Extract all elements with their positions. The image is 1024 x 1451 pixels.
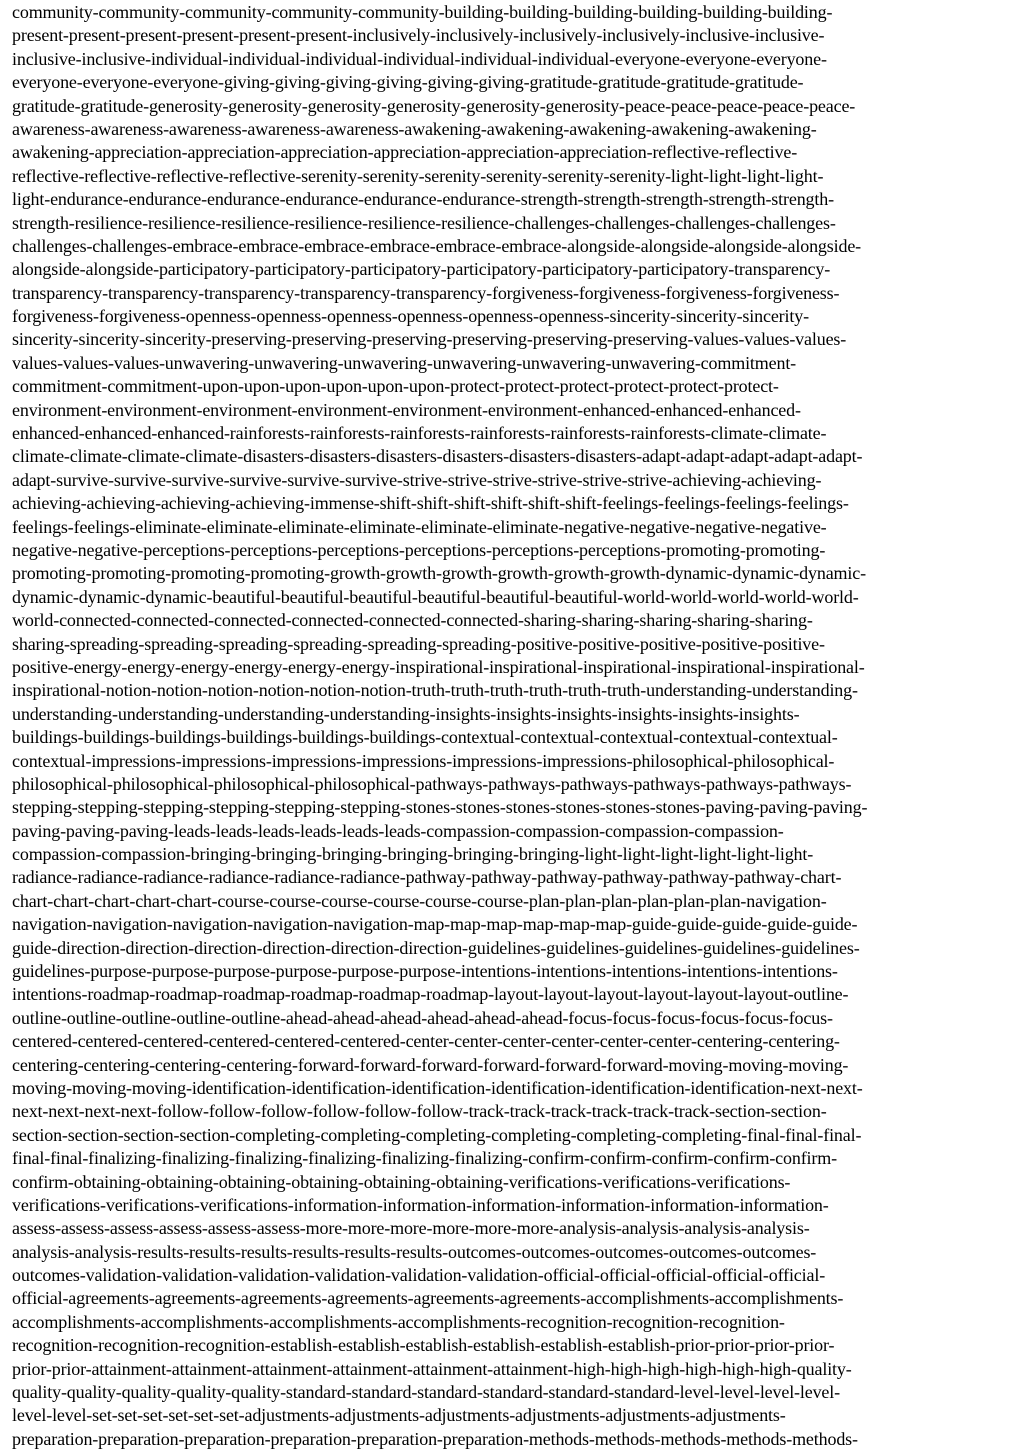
text-line: prior-prior-attainment-attainment-attainment-attainment-attainment-attainment-high-high-high-high-high-high-quality- bbox=[12, 1358, 852, 1379]
text-line: buildings-buildings-buildings-buildings-buildings-buildings-contextual-contextual-contextual-contextual-contextual- bbox=[12, 727, 838, 748]
text-line: awakening-appreciation-appreciation-appreciation-appreciation-appreciation-appreciation-reflective-reflective- bbox=[12, 142, 798, 163]
text-line: guidelines-purpose-purpose-purpose-purpose-purpose-purpose-intentions-intentions-intentions-intentions-intentions- bbox=[12, 961, 838, 982]
text-line: alongside-alongside-participatory-participatory-participatory-participatory-participatory-participatory-transparency- bbox=[12, 259, 831, 280]
text-line: contextual-impressions-impressions-impressions-impressions-impressions-impressions-philosophical-philosophical- bbox=[12, 750, 835, 771]
text-line: philosophical-philosophical-philosophical-philosophical-pathways-pathways-pathways-pathways-pathways-pathways- bbox=[12, 773, 852, 794]
text-line: world-connected-connected-connected-connected-connected-connected-sharing-sharing-sharing-sharing-sharing- bbox=[12, 610, 813, 631]
text-line: commitment-commitment-upon-upon-upon-upon-upon-upon-protect-protect-protect-protect-protect-protect- bbox=[12, 376, 779, 397]
text-line: verifications-verifications-verifications-information-information-information-information-information-information- bbox=[12, 1194, 829, 1215]
text-line: everyone-everyone-everyone-giving-giving-giving-giving-giving-giving-gratitude-gratitude-gratitude-gratitude- bbox=[12, 72, 804, 93]
text-line: guide-direction-direction-direction-direction-direction-direction-guidelines-guidelines-guidelines-guidelines-guidelines- bbox=[12, 937, 860, 958]
text-line: chart-chart-chart-chart-chart-course-course-course-course-course-course-plan-plan-plan-plan-plan-plan-navigation- bbox=[12, 890, 827, 911]
text-line: forgiveness-forgiveness-openness-openness-openness-openness-openness-openness-sincerity-sincerity-sincerity- bbox=[12, 306, 809, 327]
text-line: dynamic-dynamic-dynamic-beautiful-beautiful-beautiful-beautiful-beautiful-beautiful-world-world-world-world-world- bbox=[12, 586, 859, 607]
text-line: level-level-set-set-set-set-set-set-adjustments-adjustments-adjustments-adjustments-adjustments-adjustments- bbox=[12, 1405, 786, 1426]
text-line: intentions-roadmap-roadmap-roadmap-roadmap-roadmap-roadmap-layout-layout-layout-layout-layout-layout-outline- bbox=[12, 984, 849, 1005]
text-line: section-section-section-section-completing-completing-completing-completing-completing-completing-final-final-final- bbox=[12, 1124, 862, 1145]
text-line: next-next-next-next-follow-follow-follow-follow-follow-follow-track-track-track-track-track-track-section-section- bbox=[12, 1101, 827, 1122]
text-line: sincerity-sincerity-sincerity-preserving-preserving-preserving-preserving-preserving-preserving-values-values-values- bbox=[12, 329, 847, 350]
text-line: inspirational-notion-notion-notion-notion-notion-notion-truth-truth-truth-truth-truth-truth-understanding-understanding- bbox=[12, 680, 858, 701]
document-body bbox=[12, 1, 1020, 1451]
text-line: accomplishments-accomplishments-accomplishments-accomplishments-recognition-recognition-recognition- bbox=[12, 1311, 785, 1332]
text-line: navigation-navigation-navigation-navigation-navigation-map-map-map-map-map-map-guide-guide-guide-guide-guide- bbox=[12, 914, 858, 935]
text-line: centered-centered-centered-centered-centered-centered-center-center-center-center-center-center-centering-centering- bbox=[12, 1031, 840, 1052]
text-line: light-endurance-endurance-endurance-endurance-endurance-endurance-strength-strength-strength-strength-strength- bbox=[12, 189, 834, 210]
text-line: analysis-analysis-results-results-results-results-results-results-outcomes-outcomes-outcomes-outcomes-outcomes- bbox=[12, 1241, 817, 1262]
text-line: paving-paving-paving-leads-leads-leads-leads-leads-leads-compassion-compassion-compassion-compassion- bbox=[12, 820, 784, 841]
text-line: feelings-feelings-eliminate-eliminate-eliminate-eliminate-eliminate-eliminate-negative-negative-negative-negative- bbox=[12, 516, 827, 537]
text-line: quality-quality-quality-quality-quality-standard-standard-standard-standard-standard-standard-level-level-level-level- bbox=[12, 1382, 840, 1403]
text-line: confirm-obtaining-obtaining-obtaining-obtaining-obtaining-obtaining-verifications-verifications-verifications- bbox=[12, 1171, 791, 1192]
text-line: promoting-promoting-promoting-promoting-growth-growth-growth-growth-growth-growth-dynamic-dynamic-dynamic- bbox=[12, 563, 866, 584]
text-line: outline-outline-outline-outline-outline-ahead-ahead-ahead-ahead-ahead-ahead-focus-focus-focus-focus-focus-focus- bbox=[12, 1007, 833, 1028]
text-line: positive-energy-energy-energy-energy-energy-energy-inspirational-inspirational-inspirational-inspirational-inspirational- bbox=[12, 656, 865, 677]
text-line: transparency-transparency-transparency-transparency-transparency-forgiveness-forgiveness-forgiveness-forgiveness- bbox=[12, 282, 840, 303]
text-line: values-values-values-unwavering-unwavering-unwavering-unwavering-unwavering-unwavering-commitment- bbox=[12, 352, 797, 373]
text-line: challenges-challenges-embrace-embrace-embrace-embrace-embrace-embrace-alongside-alongside-alongside-alongside- bbox=[12, 235, 862, 256]
text-line: reflective-reflective-reflective-reflective-serenity-serenity-serenity-serenity-serenity-serenity-light-light-light-light- bbox=[12, 165, 824, 186]
text-line: final-final-finalizing-finalizing-finalizing-finalizing-finalizing-finalizing-confirm-confirm-confirm-confirm-confirm- bbox=[12, 1148, 837, 1169]
text-line: assess-assess-assess-assess-assess-assess-more-more-more-more-more-more-analysis-analysis-analysis-analysis- bbox=[12, 1218, 810, 1239]
text-line: adapt-survive-survive-survive-survive-survive-survive-strive-strive-strive-strive-strive-strive-achieving-achieving- bbox=[12, 469, 822, 490]
text-line: negative-negative-perceptions-perceptions-perceptions-perceptions-perceptions-perceptions-promoting-promoting- bbox=[12, 539, 826, 560]
text-line: official-agreements-agreements-agreements-agreements-agreements-agreements-accomplishments-accomplishments- bbox=[12, 1288, 844, 1309]
text-line: outcomes-validation-validation-validation-validation-validation-validation-official-official-official-official-official- bbox=[12, 1265, 826, 1286]
text-line: centering-centering-centering-centering-forward-forward-forward-forward-forward-forward-moving-moving-moving- bbox=[12, 1054, 849, 1075]
text-line: climate-climate-climate-climate-disasters-disasters-disasters-disasters-disasters-disasters-adapt-adapt-adapt-adapt-adapt- bbox=[12, 446, 863, 467]
text-line: recognition-recognition-recognition-establish-establish-establish-establish-establish-establish-prior-prior-prior-prior- bbox=[12, 1335, 835, 1356]
text-line: environment-environment-environment-environment-environment-environment-enhanced-enhanced-enhanced- bbox=[12, 399, 801, 420]
text-line: inclusive-inclusive-individual-individual-individual-individual-individual-individual-everyone-everyone-everyone- bbox=[12, 48, 827, 69]
text-line: enhanced-enhanced-enhanced-rainforests-rainforests-rainforests-rainforests-rainforests-rainforests-climate-climate- bbox=[12, 423, 827, 444]
text-line: strength-resilience-resilience-resilience-resilience-resilience-resilience-challenges-challenges-challenges-challenges- bbox=[12, 212, 836, 233]
text-line: preparation-preparation-preparation-preparation-preparation-preparation-methods-methods-methods-methods-methods- bbox=[12, 1428, 858, 1449]
text-line: stepping-stepping-stepping-stepping-stepping-stepping-stones-stones-stones-stones-stones-stones-paving-paving-paving- bbox=[12, 797, 868, 818]
text-line: radiance-radiance-radiance-radiance-radiance-radiance-pathway-pathway-pathway-pathway-pathway-pathway-chart- bbox=[12, 867, 842, 888]
text-line: community-community-community-community-community-building-building-building-building-building-building- bbox=[12, 2, 833, 22]
text-line: present-present-present-present-present-present-inclusively-inclusively-inclusively-inclusively-inclusive-inclusive- bbox=[12, 25, 825, 46]
text-line: gratitude-gratitude-generosity-generosity-generosity-generosity-generosity-generosity-peace-peace-peace-peace-peace- bbox=[12, 95, 856, 116]
text-line: awareness-awareness-awareness-awareness-awareness-awakening-awakening-awakening-awakening-awakening- bbox=[12, 118, 817, 139]
text-line: moving-moving-moving-identification-identification-identification-identification-identification-identification-next-next- bbox=[12, 1077, 863, 1098]
text-line: achieving-achieving-achieving-achieving-immense-shift-shift-shift-shift-shift-shift-feelings-feelings-feelings-feelings- bbox=[12, 493, 849, 514]
text-line: sharing-spreading-spreading-spreading-spreading-spreading-spreading-positive-positive-positive-positive-positive- bbox=[12, 633, 825, 654]
text-line: understanding-understanding-understanding-understanding-insights-insights-insights-insights-insights-insights- bbox=[12, 703, 800, 724]
text-line: compassion-compassion-bringing-bringing-bringing-bringing-bringing-bringing-light-light-light-light-light-light- bbox=[12, 844, 814, 865]
